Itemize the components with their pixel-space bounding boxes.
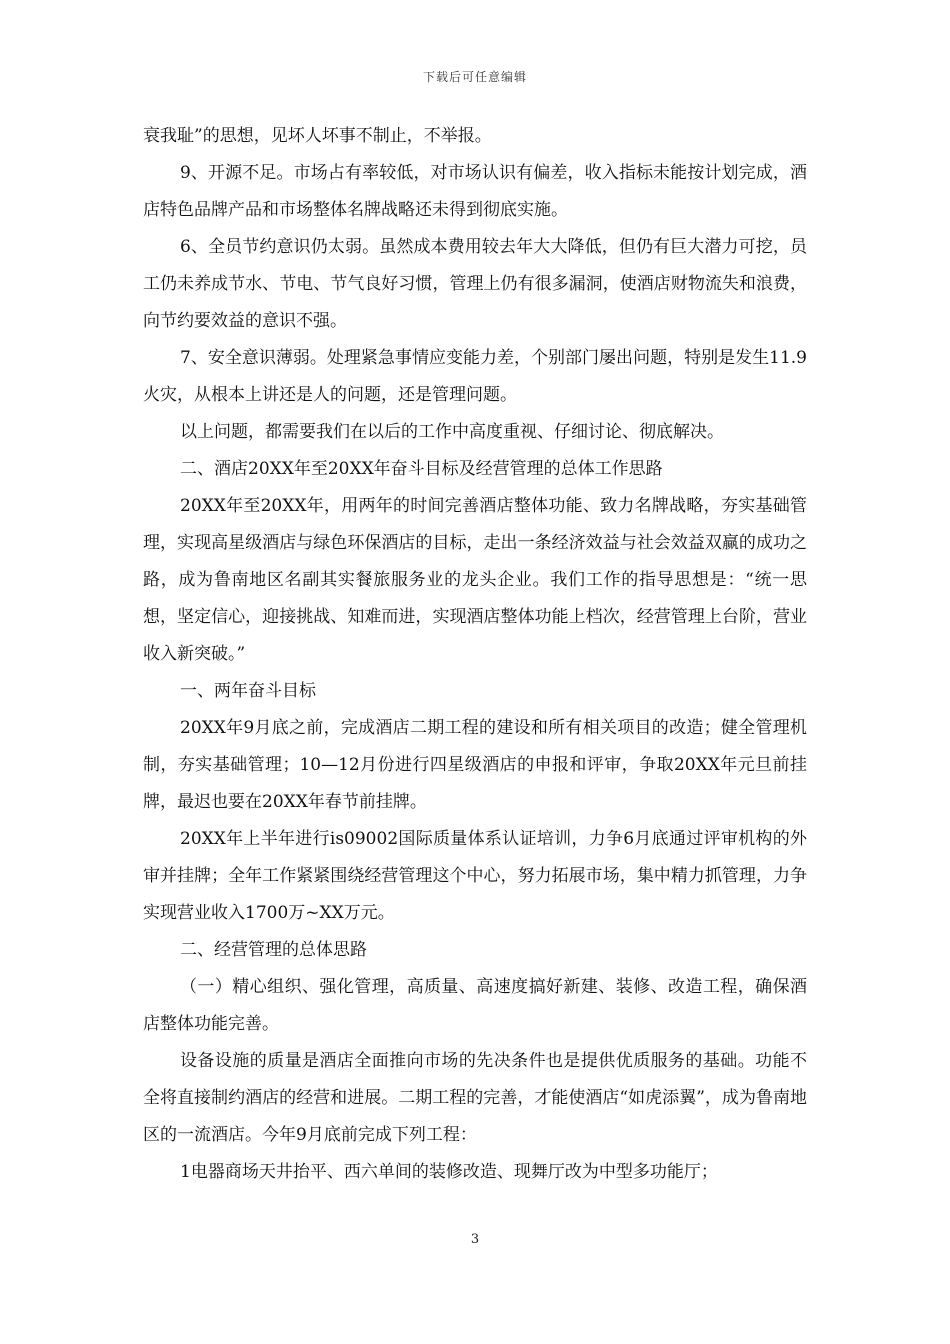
- document-body: [143, 118, 807, 1191]
- paragraph-item-7: 7、安全意识薄弱。处理紧急事情应变能力差，个别部门屡出问题，特别是发生11.9火灾，从根本上讲还是人的问题，还是管理问题。: [143, 348, 807, 405]
- page-number: 3: [470, 1232, 480, 1247]
- paragraph-continuation: 衰我耻”的思想，见坏人坏事不制止，不举报。: [143, 126, 492, 146]
- paragraph-goal-phase-2: 20XX年上半年进行is09002国际质量体系认证培训，力争6月底通过评审机构的外审并挂牌；全年工作紧紧围绕经营管理这个中心，努力拓展市场，集中精力抓管理，力争实现营业收入1700万~XX万元。: [143, 829, 807, 923]
- section-heading-2: 二、酒店20XX年至20XX年奋斗目标及经营管理的总体工作思路: [180, 459, 663, 479]
- paragraph-goal-phase-1: 20XX年9月底之前，完成酒店二期工程的建设和所有相关项目的改造；健全管理机制，夯实基础管理；10—12月份进行四星级酒店的申报和评审，争取20XX年元旦前挂牌，最迟也要在20XX年春节前挂牌。: [143, 718, 807, 812]
- subsection-heading-2: 二、经营管理的总体思路: [180, 940, 367, 960]
- page-header: 下载后可任意编辑: [422, 70, 527, 84]
- paragraph-approach-1: （一）精心组织、强化管理，高质量、高速度搞好新建、装修、改造工程，确保酒店整体功能完善。: [143, 977, 807, 1034]
- paragraph-summary: 以上问题，都需要我们在以后的工作中高度重视、仔细讨论、彻底解决。: [180, 422, 724, 442]
- paragraph-project-item-1: 1电器商场天井抬平、西六单间的装修改造、现舞厅改为中型多功能厅；: [180, 1162, 718, 1182]
- paragraph-item-6: 6、全员节约意识仍太弱。虽然成本费用较去年大大降低，但仍有巨大潜力可挖，员工仍未养成节水、节电、节气良好习惯，管理上仍有很多漏洞，使酒店财物流失和浪费，向节约要效益的意识不强。: [143, 237, 807, 331]
- paragraph-goals-intro: 20XX年至20XX年，用两年的时间完善酒店整体功能、致力名牌战略，夯实基础管理，实现高星级酒店与绿色环保酒店的目标，走出一条经济效益与社会效益双赢的成功之路，成为鲁南地区名副其实餐旅服务业的龙头企业。我们工作的指导思想是：“统一思想，坚定信心，迎接挑战、知难而进，实现酒店整体功能上档次，经营管理上台阶，营业收入新突破。”: [143, 496, 807, 664]
- subsection-heading-1: 一、两年奋斗目标: [180, 681, 316, 701]
- paragraph-facilities: 设备设施的质量是酒店全面推向市场的先决条件也是提供优质服务的基础。功能不全将直接制约酒店的经营和进展。二期工程的完善，才能使酒店“如虎添翼”，成为鲁南地区的一流酒店。今年9月底前完成下列工程：: [143, 1051, 807, 1145]
- paragraph-item-9: 9、开源不足。市场占有率较低，对市场认识有偏差，收入指标未能按计划完成，酒店特色品牌产品和市场整体名牌战略还未得到彻底实施。: [143, 163, 807, 220]
